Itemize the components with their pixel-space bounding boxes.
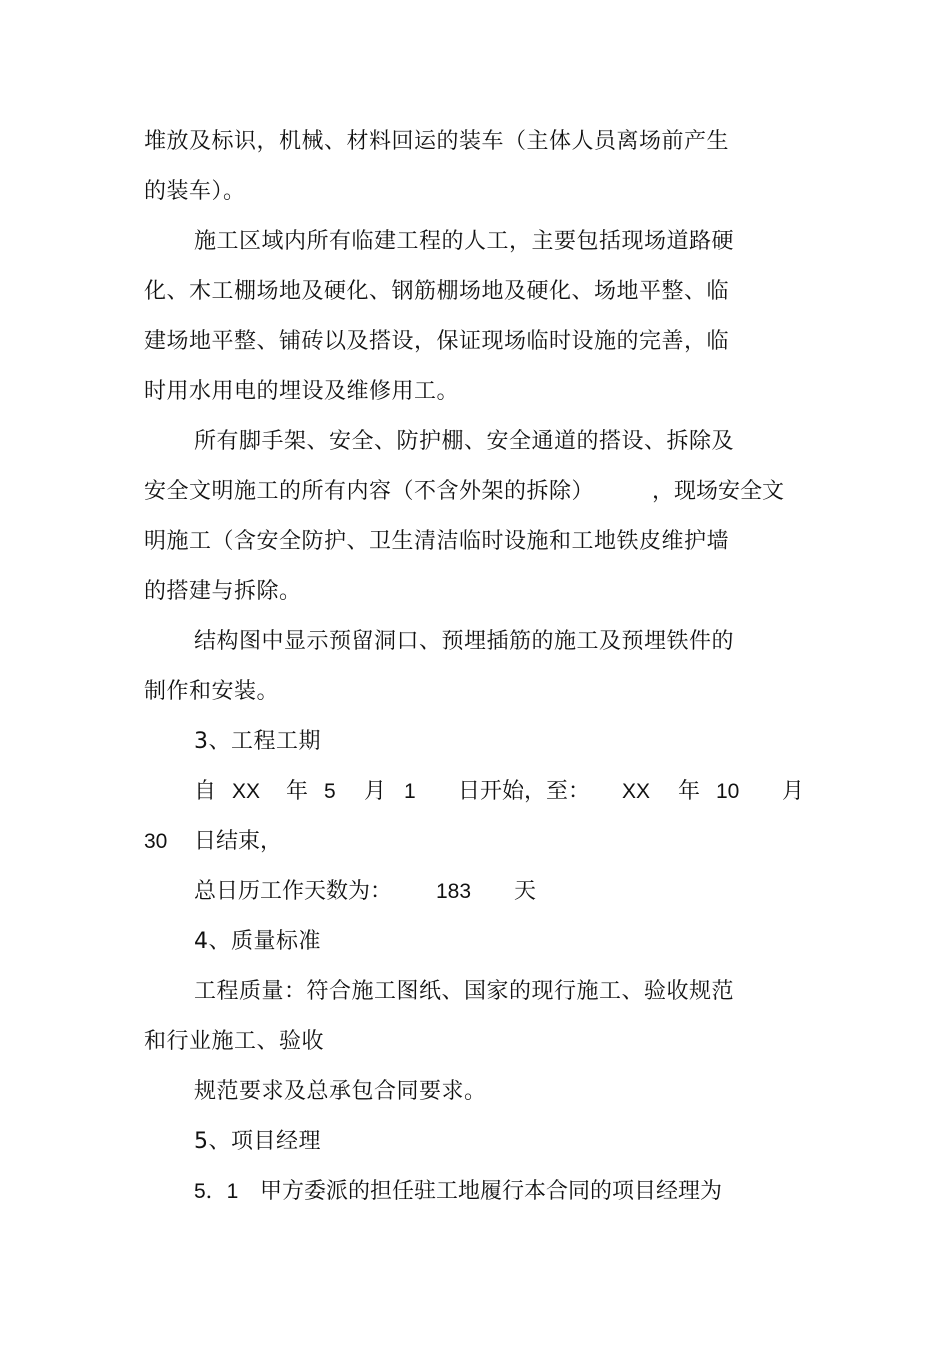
paragraph-line: 和行业施工、验收 bbox=[144, 1029, 325, 1054]
total-days-label: 总日历工作天数为： bbox=[194, 879, 393, 904]
section-heading: 3、工程工期 bbox=[194, 729, 321, 754]
paragraph-line: 施工区域内所有临建工程的人工，主要包括现场道路硬 bbox=[194, 229, 735, 254]
paragraph-line-tail: ，现场安全文 bbox=[652, 479, 785, 504]
period-start-suffix: 日开始，至： bbox=[458, 779, 591, 804]
period-end-suffix: 日结束， bbox=[194, 829, 283, 854]
period-end-year: XX bbox=[622, 780, 651, 803]
paragraph-line: 安全文明施工的所有内容（不含外架的拆除） bbox=[144, 479, 595, 504]
section-heading: 4、质量标准 bbox=[194, 929, 321, 954]
period-end-day: 30 bbox=[144, 830, 168, 853]
section-heading: 5、项目经理 bbox=[194, 1129, 321, 1154]
item-number: 5．1 bbox=[194, 1180, 239, 1203]
item-text: 甲方委派的担任驻工地履行本合同的项目经理为 bbox=[260, 1179, 723, 1204]
period-start-month: 5 bbox=[324, 780, 336, 803]
period-year-label: 年 bbox=[286, 779, 309, 804]
paragraph-line: 堆放及标识，机械、材料回运的装车（主体人员离场前产生 bbox=[144, 129, 730, 154]
period-start-day: 1 bbox=[404, 780, 416, 803]
paragraph-line: 时用水用电的埋设及维修用工。 bbox=[144, 379, 460, 404]
period-start-year: XX bbox=[232, 780, 261, 803]
paragraph-line: 的装车）。 bbox=[144, 179, 246, 204]
paragraph-line: 制作和安装。 bbox=[144, 679, 280, 704]
paragraph-line: 工程质量：符合施工图纸、国家的现行施工、验收规范 bbox=[194, 979, 735, 1004]
paragraph-line: 化、木工棚场地及硬化、钢筋棚场地及硬化、场地平整、临 bbox=[144, 279, 730, 304]
period-end-year-label: 年 bbox=[678, 779, 701, 804]
paragraph-line: 建场地平整、铺砖以及搭设，保证现场临时设施的完善，临 bbox=[144, 329, 730, 354]
paragraph-line: 结构图中显示预留洞口、预埋插筋的施工及预埋铁件的 bbox=[194, 629, 735, 654]
paragraph-line: 规范要求及总承包合同要求。 bbox=[194, 1079, 487, 1104]
paragraph-line: 所有脚手架、安全、防护棚、安全通道的搭设、拆除及 bbox=[194, 429, 735, 454]
period-end-month: 10 bbox=[716, 780, 740, 803]
total-days-value: 183 bbox=[436, 880, 472, 903]
period-month-label: 月 bbox=[364, 779, 387, 804]
period-end-month-label: 月 bbox=[782, 779, 805, 804]
total-days-unit: 天 bbox=[514, 879, 537, 904]
period-from: 自 bbox=[194, 779, 217, 804]
paragraph-line: 的搭建与拆除。 bbox=[144, 579, 302, 604]
paragraph-line: 明施工（含安全防护、卫生清洁临时设施和工地铁皮维护墙 bbox=[144, 529, 730, 554]
